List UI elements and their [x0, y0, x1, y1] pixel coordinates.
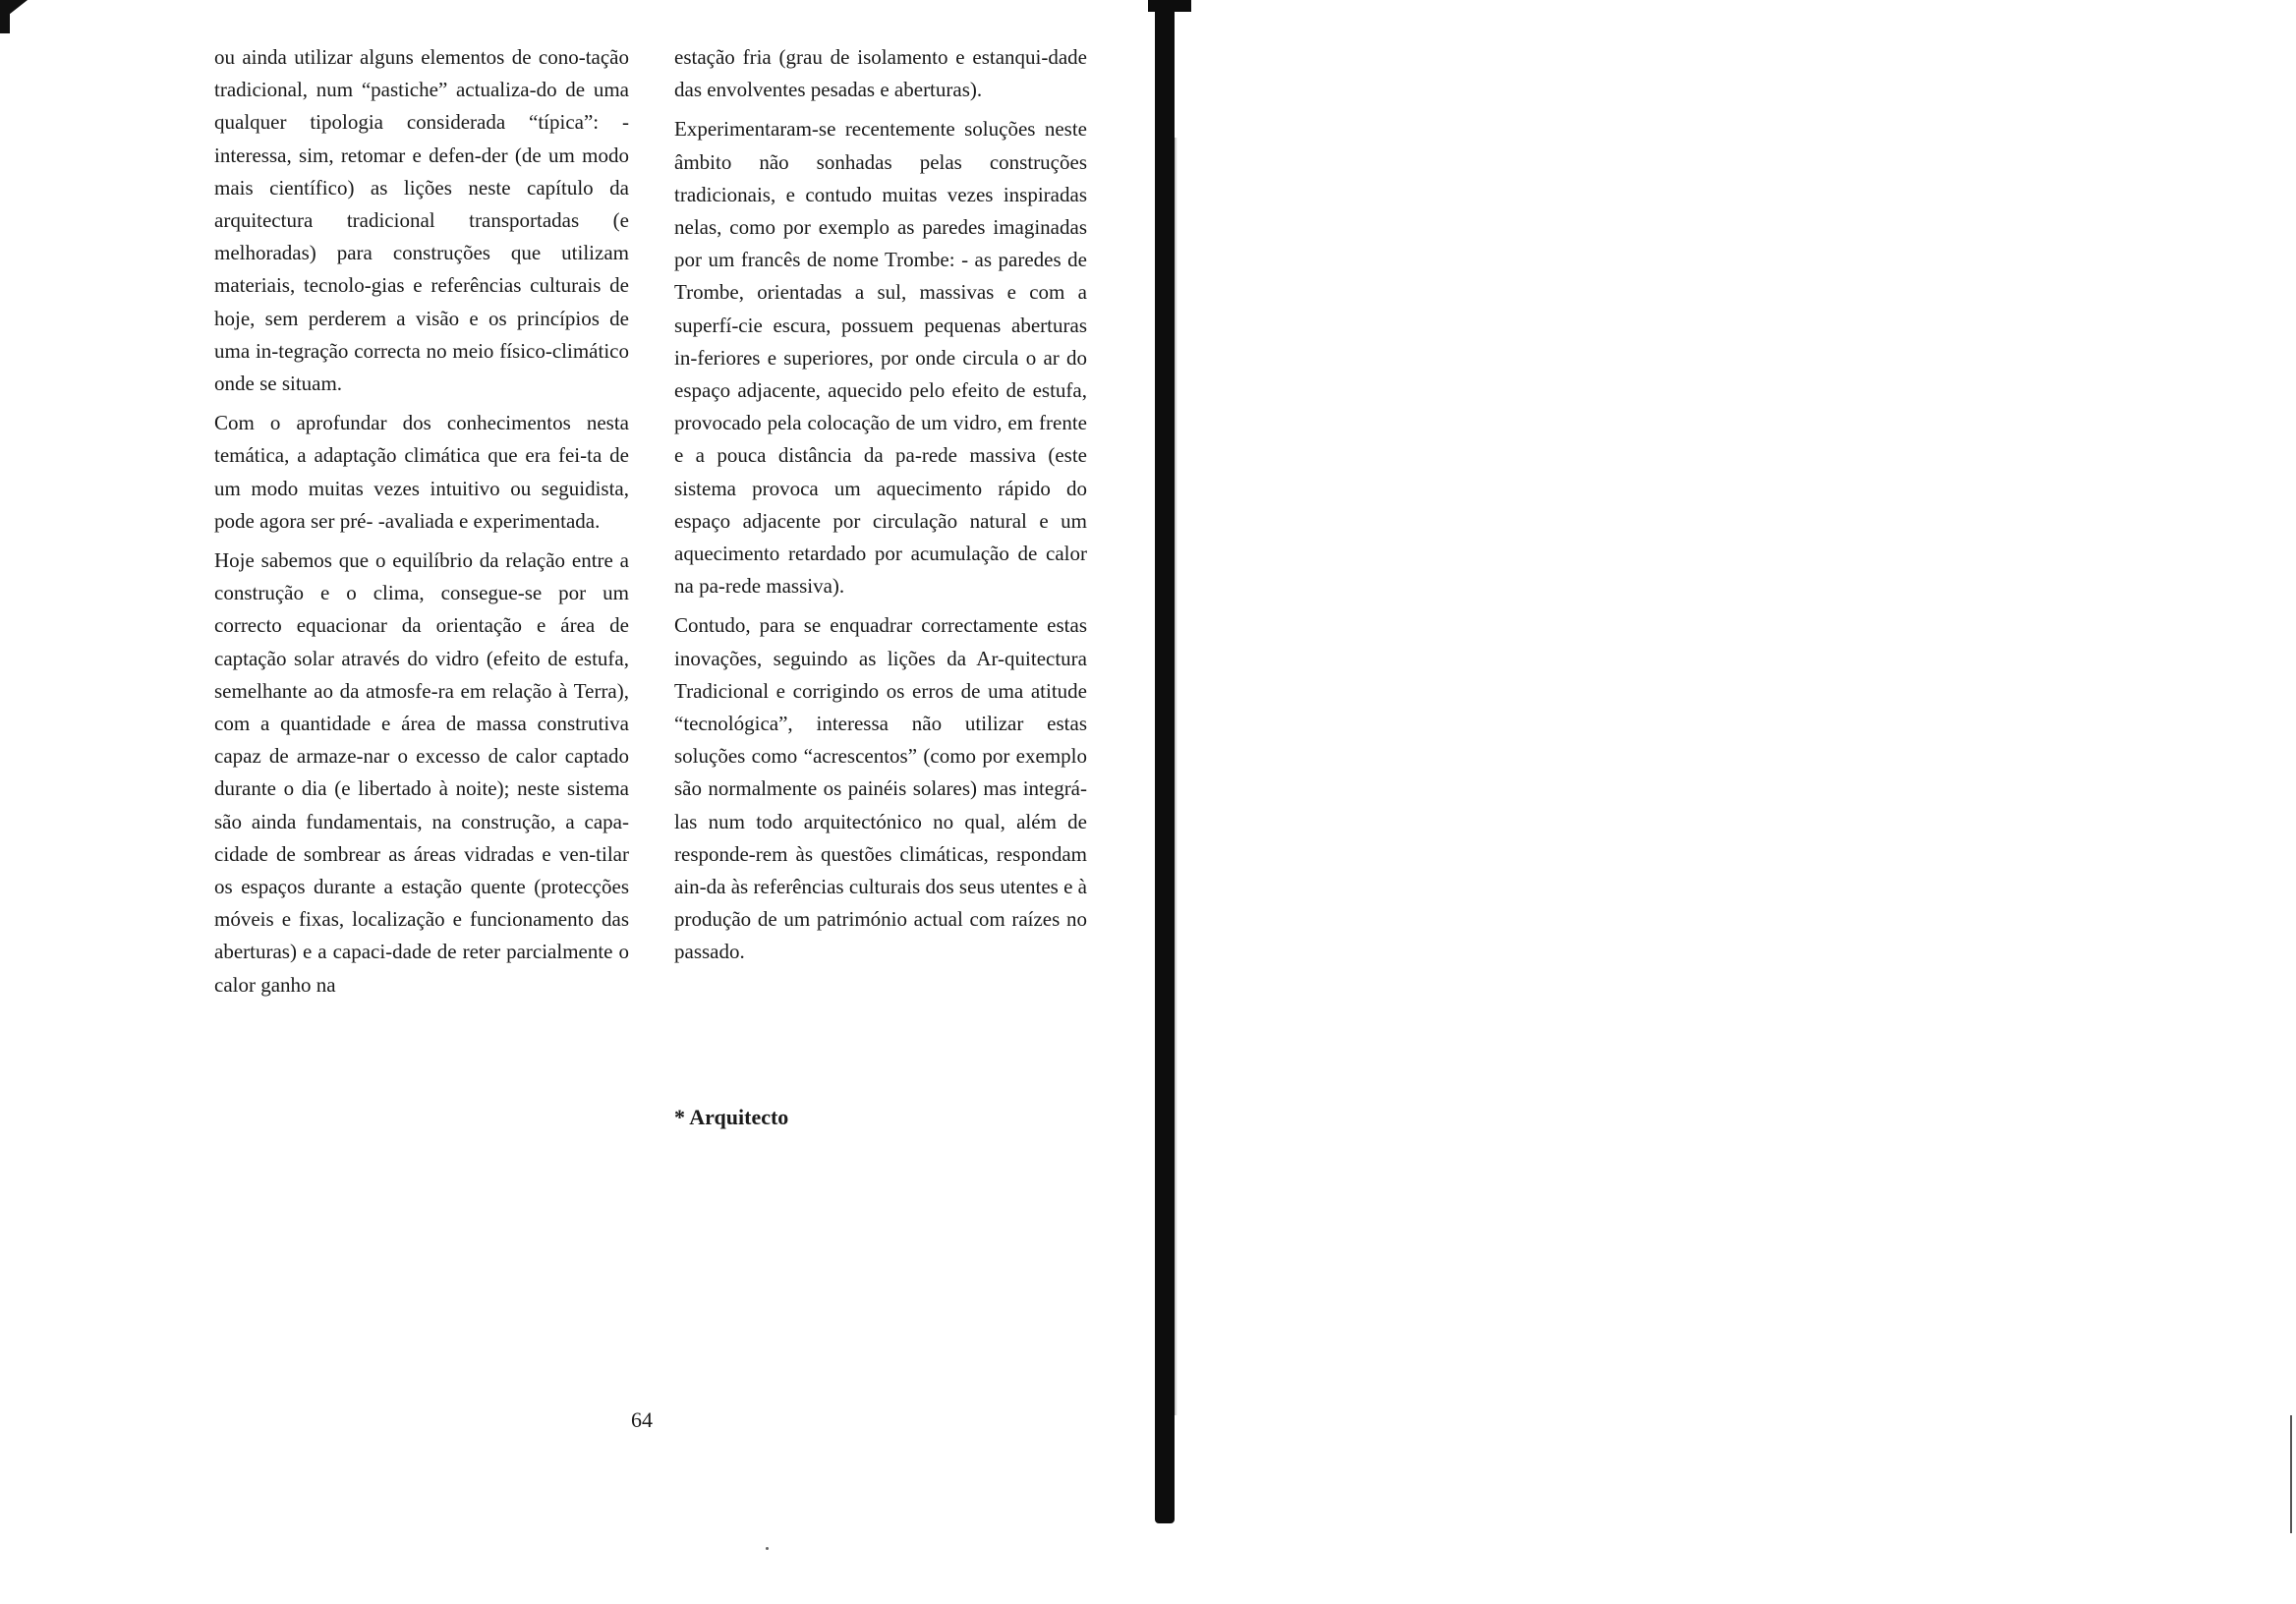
paragraph: Hoje sabemos que o equilíbrio da relação entre a construção e o clima, consegue-se por um correcto equacionar da orientação e área de captação solar através do vidro (efeito de estufa, semelhante ao da atmosfe-ra em relação à Terra), com a quantidade e área de massa construtiva capaz de armaze-nar o excesso de calor captado durante o dia (e libertado à noite); neste sistema são ainda fundamentais, na construção, a capa-cidade de sombrear as áreas vidradas e ven-tilar os espaços durante a estação quente (protecções móveis e fixas, localização e funcionamento das aberturas) e a capaci-dade de reter parcialmente o calor ganho na: [214, 548, 629, 997]
text-column-right: [674, 41, 1087, 976]
paragraph: Experimentaram-se recentemente soluções neste âmbito não sonhadas pelas construções tradicionais, e contudo muitas vezes inspiradas nelas, como por exemplo as paredes imaginadas por um francês de nome Trombe: - as paredes de Trombe, orientadas a sul, massivas e com a superfí-cie escura, possuem pequenas aberturas in-feriores e superiores, por onde circula o ar do espaço adjacente, aquecido pelo efeito de estufa, provocado pela colocação de um vidro, em frente e a pouca distância da pa-rede massiva (este sistema provoca um aquecimento rápido do espaço adjacente por circulação natural e um aquecimento retardado por acumulação de calor na pa-rede massiva).: [674, 117, 1087, 599]
author-signature: * Arquitecto: [674, 1105, 789, 1129]
paragraph: estação fria (grau de isolamento e estanqui-dade das envolventes pesadas e aberturas).: [674, 45, 1087, 102]
scan-corner-triangle: [0, 0, 28, 22]
page-edge-line: [2290, 1415, 2292, 1533]
paragraph: ou ainda utilizar alguns elementos de cono-tação tradicional, num “pastiche” actualiza-do de uma qualquer tipologia considerada “típica”: - interessa, sim, retomar e defen-der (de um modo mais científico) as lições neste capítulo da arquitectura tradicional transportadas (e melhoradas) para construções que utilizam materiais, tecnolo-gias e referências culturais de hoje, sem perderem a visão e os princípios de uma in-tegração correcta no meio físico-climático onde se situam.: [214, 45, 629, 396]
paragraph: Com o aprofundar dos conhecimentos nesta temática, a adaptação climática que era fei-ta de um modo muitas vezes intuitivo ou seguidista, pode agora ser pré- -avaliada e experimentada.: [214, 411, 629, 533]
book-spine-gradient: [1175, 138, 1177, 1415]
page-number: 64: [631, 1407, 653, 1432]
scan-speck: [766, 1547, 769, 1550]
paragraph: Contudo, para se enquadrar correctamente estas inovações, seguindo as lições da Ar-quitectura Tradicional e corrigindo os erros de uma atitude “tecnológica”, interessa não utilizar estas soluções como “acrescentos” (como por exemplo são normalmente os painéis solares) mas integrá-las num todo arquitectónico no qual, além de responde-rem às questões climáticas, respondam ain-da às referências culturais dos seus utentes e à produção de um património actual com raízes no passado.: [674, 613, 1087, 964]
book-spine-shadow: [1155, 0, 1175, 1523]
text-column-left: [214, 41, 629, 1008]
